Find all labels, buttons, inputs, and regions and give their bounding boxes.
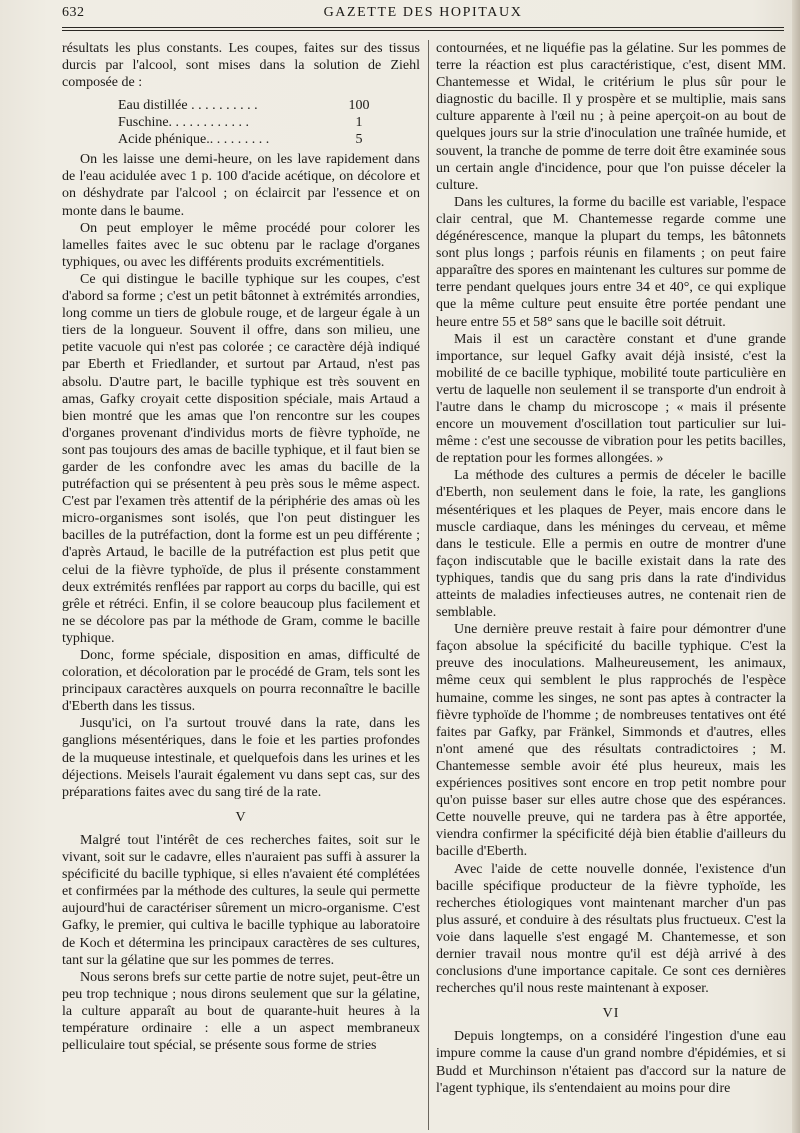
paragraph: On les laisse une demi-heure, on les lave rapidement dans de l'eau acidulée avec 1 p. 100 d'acide acétique, on décolore et on déshydrate par l'alcool ; on éclaircit par l'essence et on monte dans le baume. [62,152,420,219]
right-column [436,40,786,1097]
header-rule-bottom [62,30,784,31]
ziehl-formula [62,97,420,148]
paragraph: contournées, et ne liquéfie pas la gélatine. Sur les pommes de terre la réaction est plus caractéristique, c'est, disent MM. Chantemesse et Widal, le critérium le plus sûr pour le diagnostic du bacille. Il y prospère et se multiplie, mais sans culture apparente à l'œil nu ; à peine aperçoit-on au bout de quelques jours sur la strie d'inoculation une traînée humide, et souvent, la tranche de pomme de terre doit être examinée sous un certain angle d'incidence, pour que l'on puisse déceler la culture. [436,41,786,193]
section-heading: V [235,809,247,825]
formula-ingredient: Acide phénique.. . . . . . . . . [118,132,270,148]
formula-row [62,97,420,114]
binding-edge [792,0,800,1133]
paragraph: Ce qui distingue le bacille typhique sur les coupes, c'est d'abord sa forme ; c'est un petit bâtonnet à extrémités arrondies, long comme un tiers de globule rouge, et de largeur égale à un tiers de la longueur. Souvent il offre, dans son milieu, une petite vacuole qui n'est pas colorée ; ce caractère déjà indiqué par Eberth et Friedlander, et surtout par Artaud, n'est pas absolu. D'autre part, le bacille typhique est très souvent en amas, Gafky croyait cette disposition spéciale, mais Artaud a bien montré que les amas que l'on rencontre sur les coupes d'organes provenant d'individus morts de fièvre typhoïde, ne sont pas toujours des amas de bacille typhique, et il faut bien se garder de les confondre avec les amas du bacille de la putréfaction qui se présentent à peu près sous le même aspect. C'est par l'examen très attentif de la périphérie des amas où les micro-organismes sont isolés, que l'on peut distinguer les bacilles de la putréfaction, dont la forme est un peu différente ; d'après Artaud, le bacille de la putréfaction est plus petit que celui de la fièvre typhoïde, de plus il présente constamment deux extrémités renflées par rapport au corps du bacille, qui est grêle et rétréci. Enfin, il se colore beaucoup plus facilement et ne se décolore pas par la méthode de Gram, comme le bacille typhique. [62,271,420,646]
column-divider [428,40,429,1130]
formula-row [62,114,420,131]
page-number: 632 [62,5,85,20]
paragraph: Jusqu'ici, on l'a surtout trouvé dans la rate, dans les ganglions mésentériques, dans le foie et les parties profondes de la muqueuse intestinale, et quelquefois dans les urines et les déjections. Meisels l'aurait également vu dans sept cas, sur des préparations faites avec du sang tiré de la rate. [62,716,420,800]
page-header [62,5,784,27]
left-column [62,40,420,1054]
formula-quantity: 5 [355,132,363,148]
header-rule-top [62,27,784,28]
paragraph: Une dernière preuve restait à faire pour démontrer d'une façon absolue la spécificité du bacille typhique. C'est la preuve des inoculations. Malheureusement, les animaux, même ceux qui semblent le plus rapprochés de l'espèce humaine, comme les singes, ne sont pas aptes à contracter la fièvre typhoïde de l'homme ; de nombreuses tentatives ont été faites par Gafky, par Fränkel, Simmonds et d'autres, elles n'ont amené que des résultats contradictoires ; M. Chantemesse semble avoir été plus heureux, mais les expériences positives sont encore en trop petit nombre pour qu'on puisse baser sur elles autre chose que des espérances. Cette nouvelle preuve, qui ne tardera pas à être apportée, viendra confirmer la spécificité déjà bien établie d'ailleurs du bacille d'Eberth. [436,622,786,860]
formula-quantity: 1 [355,115,363,131]
paragraph: Avec l'aide de cette nouvelle donnée, l'existence d'un bacille spécifique producteur de la fièvre typhoïde, les recherches étiologiques vont maintenant marcher d'un pas plus assuré, et conduire à des résultats plus fructueux. C'est la voie dans laquelle s'est engagé M. Chantemesse, et son dernier travail nous montre qu'il est déjà arrivé à des conclusions d'une importance capitale. Ce sont ces dernières recherches qu'il nous reste maintenant à exposer. [436,861,786,997]
formula-ingredient: Eau distillée . . . . . . . . . . [118,98,258,114]
paragraph: Depuis longtemps, on a considéré l'ingestion d'une eau impure comme la cause d'un grand nombre d'épidémies, et si Budd et Murchinson n'étaient pas d'accord sur la nature de l'agent typhique, ils s'entendaient au moins pour dire [436,1029,786,1096]
journal-title: GAZETTE DES HOPITAUX [323,5,523,20]
formula-ingredient: Fuschine. . . . . . . . . . . . [118,115,250,131]
paragraph: Mais il est un caractère constant et d'une grande importance, sur lequel Gafky avait déjà insisté, c'est la mobilité de ce bacille typhique, mobilité toute particulière en vertu de laquelle non seulement il se transporte d'un endroit à l'autre dans le champ du microscope ; « mais il présente encore un mouvement d'oscillation tout particulier sur lui-même : c'est une secousse de vibration pour les petits bacilles, de reptation pour les formes allongées. » [436,331,786,467]
paragraph: Donc, forme spéciale, disposition en amas, difficulté de coloration, et décoloration par le procédé de Gram, tels sont les principaux caractères auxquels on pourra reconnaître le bacille d'Eberth dans les tissus. [62,648,420,715]
paragraph: On peut employer le même procédé pour colorer les lamelles faites avec le suc obtenu par le raclage d'organes typhiques, ou avec les différents produits excrémentitiels. [62,220,420,270]
paragraph: résultats les plus constants. Les coupes, faites sur des tissus durcis par l'alcool, sont mises dans la solution de Ziehl composée de : [62,41,420,91]
paragraph: La méthode des cultures a permis de déceler le bacille d'Eberth, non seulement dans le foie, la rate, les ganglions mésentériques et les plaques de Peyer, mais encore dans le muscle cardiaque, dans les méninges du cerveau, et même dans le testicule. Elle a permis en outre de montrer d'une façon indiscutable que le bacille existait dans la rate des typhiques, tandis que du sang pris dans la rate d'individus atteints de maladies infectieuses autres, ne contenait rien de semblable. [436,468,786,621]
section-heading: VI [602,1006,620,1022]
formula-row [62,131,420,148]
paragraph: Dans les cultures, la forme du bacille est variable, l'espace clair central, que M. Chantemesse regarde comme une dégénérescence, manque la plupart du temps, les bâtonnets sont plus longs ; parfois réunis en filaments ; on peut faire apparaître des spores en maintenant les cultures sur pomme de terre pendant quelques jours entre 34 et 40°, ce qui explique que la même culture peut ensuite être portée pendant une heure entre 55 et 58° sans que le bacille soit détruit. [436,194,786,330]
paragraph: Nous serons brefs sur cette partie de notre sujet, peut-être un peu trop technique ; nous dirons seulement que sur la gélatine, la culture apparaît au bout de quarante-huit heures à la température ordinaire : elle a un aspect membraneux pelliculaire tout spécial, se présente sous forme de stries [62,969,420,1054]
paragraph: Malgré tout l'intérêt de ces recherches faites, soit sur le vivant, soit sur le cadavre, elles n'auraient pas suffi à assurer la spécificité du bacille typhique, si elles n'avaient été complétées et confirmées par la méthode des cultures, la seule qui permette aujourd'hui de caractériser sûrement un micro-organisme. C'est Gafky, le premier, qui cultiva le bacille typhique au laboratoire de Koch et détermina les principaux caractères de ses cultures, tant sur la gélatine que sur les pommes de terres. [62,832,420,968]
formula-quantity: 100 [348,98,370,114]
